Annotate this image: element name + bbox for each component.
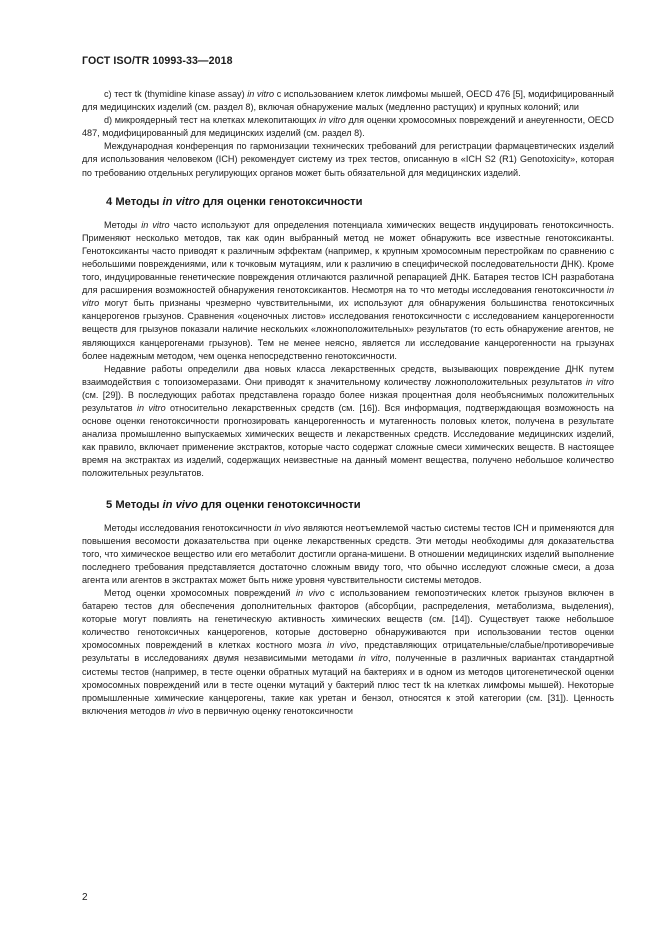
- document-header: ГОСТ ISO/TR 10993-33—2018: [82, 55, 233, 67]
- list-item-c: с) тест tk (thymidine kinase assay) in vitro с использованием клеток лимфомы мышей, OECD 476 [5], модифицированный для медицинских изделий (см. раздел 8), включая обнаружение малых (медленно растущих) и крупных колоний; или: [82, 89, 614, 113]
- section-5-paragraph-1: Методы исследования генотоксичности in vivo являются неотъемлемой частью системы тестов ICH и применяются для повышения весомости доказательства при оценке лекарственных средств. Эти методы необходимы для доказательства того, что химическое вещество или его метаболит достигли органа-мишени. В отношении медицинских изделий выполнение последнего требования представляется достаточно сложным ввиду того, что обычно исследуют сложные смеси, а доза агента или агентов в экстрактах может быть ниже уровня чувствительности системы методов.: [82, 522, 615, 585]
- section-4-paragraph-2: Недавние работы определили два новых класса лекарственных средств, вызывающих повреждение ДНК путем взаимодействия с топоизомеразами. Они приводят к значительному количеству ложноположительных результатов in vitro (см. [29]). В последующих работах представлена гораздо более низкая процентная доля необъяснимых положительных результатов in vitro относительно лекарственных средств (см. [16]). Вся информация, подтверждающая возможность на основе оценки генотоксичности прогнозировать канцерогенность и мутагенность половых клеток, получена в результате анализа промышленно выпускаемых химических веществ и лекарственных средств. Исследование медицинских изделий, как правило, включает применение экстрактов, которые часто содержат сложные смеси химических веществ. В настоящее время на экстрактах из изделий, содержащих неизвестные на данный момент вещества, получено небольшое количество положительных результатов.: [82, 363, 614, 479]
- ich-paragraph: Международная конференция по гармонизации технических требований для регистрации фармацевтических изделий для использования человеком (ICH) рекомендует систему из трех тестов, описанную в «ICH S2 (R1) Genotoxicity», которая по требованию отдельных регулирующих органов может быть обязательной для медицинских изделий.: [82, 141, 614, 178]
- page-number: 2: [82, 892, 88, 903]
- section-4-heading: 4 Методы in vitro для оценки генотоксичности: [106, 195, 363, 208]
- section-4-paragraph-1: Методы in vitro часто используют для определения потенциала химических веществ индуцировать генотоксичность. Применяют несколько методов, так как один выбранный метод не может обнаружить все известные генотоксиканты. Генотоксиканты часто приводят к различным эффектам (например, к крупным хромосомным перестройкам по сравнению с небольшими повреждениями, или к точковым мутациям, или к различию в специфической последовательности ДНК). Кроме того, индуцированные генетические повреждения отличаются различной репарацией ДНК. Батарея тестов ICH разработана для расширения возможностей обнаружения генотоксикантов. Несмотря на то что методы исследования генотоксичности in vitro могут быть признаны чрезмерно чувствительными, их используют для обнаружения большинства генотоксичных канцерогенов грызунов. Сравнения «оценочных листов» исследования генотоксичности с исследованием канцерогенности веществ для грызунов показали наличие нескольких «ложноположительных» результатов (то есть обнаружение агентов, не являющихся канцерогенами грызунов). Тем не менее неясно, является ли исследование канцерогенности на грызунах более надежным методом, чем оценка непосредственно генотоксичности.: [82, 219, 614, 361]
- section-5-paragraph-2: Метод оценки хромосомных повреждений in vivo с использованием гемопоэтических клеток грызунов включен в батарею тестов для обеспечения дополнительных факторов (абсорбции, распределения, метаболизма, выделения), которые могут повлиять на генетическую активность химических веществ (см. [14]). Существует также небольшое количество генотоксичных канцерогенов, которые достоверно обнаруживаются при использовании тестов оценки хромосомных повреждений в клетках костного мозга in vivo, представляющих отрицательные/слабые/противоречивые результаты в исследованиях двумя независимыми методами in vitro, полученные в различных вариантах стандартной системы тестов (например, в тесте оценки обратных мутаций на бактериях и в одном из методов цитогенетической оценки хромосомных повреждений или в тесте оценки мутаций у бактерий плюс тест tk на клетках лимфомы мышей). Некоторые промышленные химические канцерогены, такие как уретан и бензол, относятся к этой категории (см. [31]). Ценность включения методов in vivo в первичную оценку генотоксичности: [82, 588, 614, 716]
- section-5-heading: 5 Методы in vivo для оценки генотоксичности: [106, 498, 361, 511]
- document-body: [82, 88, 614, 718]
- list-item-d: d) микроядерный тест на клетках млекопитающих in vitro для оценки хромосомных повреждений и анеугенности, OECD 487, модифицированный для медицинских изделий (см. раздел 8).: [82, 115, 614, 139]
